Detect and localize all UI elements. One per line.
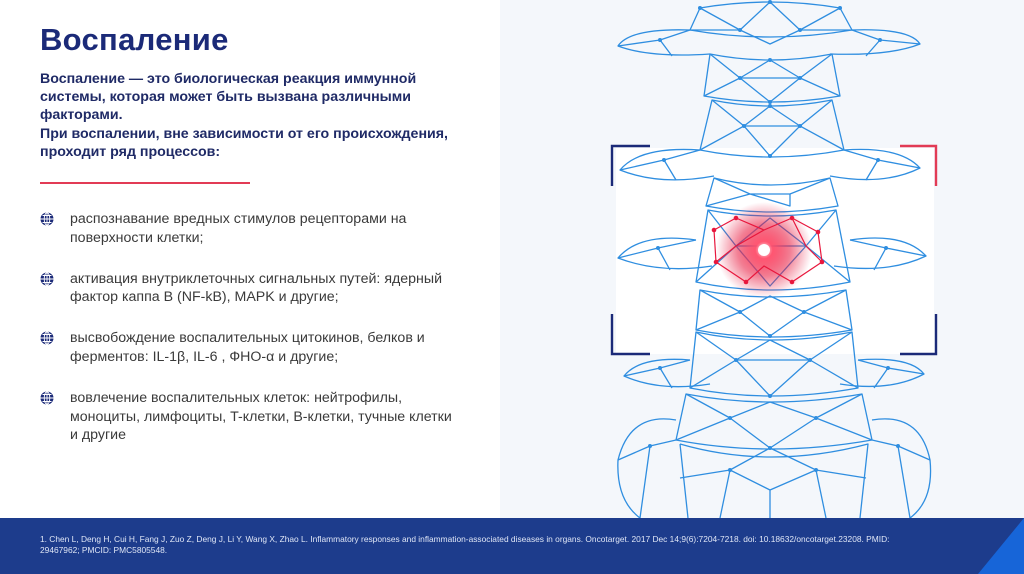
globe-bullet-icon bbox=[40, 331, 54, 345]
bullet-list bbox=[40, 210, 460, 467]
list-item bbox=[40, 270, 460, 308]
list-item bbox=[40, 210, 460, 248]
list-item bbox=[40, 389, 460, 445]
footer-bar bbox=[0, 518, 1024, 574]
bullet-text: распознавание вредных стимулов рецепторами на поверхности клетки; bbox=[70, 211, 407, 246]
spine-illustration bbox=[500, 0, 1024, 518]
bullet-text: высвобождение воспалительных цитокинов, белков и ферментов: IL-1β, IL-6 , ФНО-α и другие; bbox=[70, 330, 425, 365]
spine-mesh-image bbox=[500, 0, 1024, 518]
page-title: Воспаление bbox=[40, 22, 229, 57]
globe-bullet-icon bbox=[40, 272, 54, 286]
footer-corner-accent bbox=[978, 518, 1024, 574]
red-divider bbox=[40, 182, 250, 184]
intro-process: При воспалении, вне зависимости от его происхождения, проходит ряд процессов: bbox=[40, 125, 448, 160]
reference-text: 1. Chen L, Deng H, Cui H, Fang J, Zuo Z, Deng J, Li Y, Wang X, Zhao L. Inflammatory responses and inflammation-associated diseases in organs. Oncotarget. 2017 Dec 14;9(6):7204-7218. doi: 10.18632/oncotarget.23208. PMID: 29467962; PMCID: PMC5805548. bbox=[40, 534, 890, 555]
bullet-text: активация внутриклеточных сигнальных путей: ядерный фактор каппа B (NF-kB), MAPK и другие; bbox=[70, 270, 443, 306]
bullet-text: вовлечение воспалительных клеток: нейтрофилы, моноциты, лимфоциты, T-клетки, B-клетки, тучные клетки и другие bbox=[70, 389, 452, 444]
globe-bullet-icon bbox=[40, 212, 54, 226]
globe-bullet-icon bbox=[40, 391, 54, 405]
intro-definition: Воспаление — это биологическая реакция иммунной системы, которая может быть вызвана различными факторами. bbox=[40, 71, 417, 124]
intro-text bbox=[40, 70, 470, 161]
list-item bbox=[40, 329, 460, 367]
